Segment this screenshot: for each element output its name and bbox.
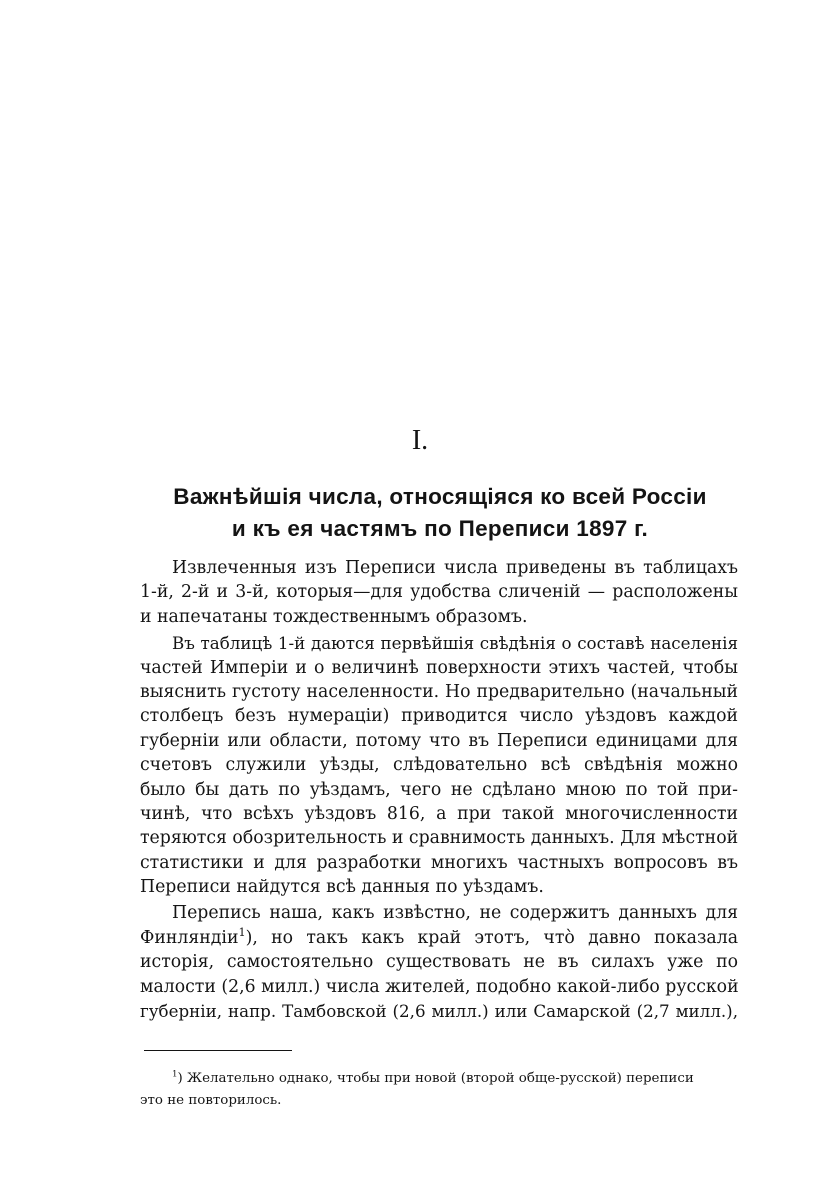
text-line: губерніи или области, потому что въ Переписи единицами для [140, 730, 738, 751]
text-fragment: ), но такъ какъ край этотъ, что̀ давно показала [245, 927, 738, 948]
body-text [140, 556, 738, 1025]
text-line: теряются обозрительность и сравнимость данныхъ. Для мѣстной [140, 828, 739, 849]
footnote-text: ) Желательно однако, чтобы при новой (второй обще-русской) переписи [177, 1071, 694, 1086]
section-title-line-1: Важнѣйшія числа, относящіяся ко всей Россіи [173, 484, 707, 509]
footnote-reference: 1 [238, 926, 246, 940]
section-title-line-2: и къ ея частямъ по Переписи 1897 г. [231, 516, 649, 541]
text-line: Извлеченныя изъ Переписи числа приведены въ таблицахъ [172, 558, 738, 578]
text-line: чинѣ, что всѣхъ уѣздовъ 816, а при такой многочисленности [140, 803, 738, 824]
text-line: столбецъ безъ нумераціи) приводится число уѣздовъ каждой [140, 706, 738, 727]
text-line: счетовъ служили уѣзды, слѣдовательно всѣ свѣдѣнія можно [140, 755, 738, 776]
text-line: Переписи найдутся всѣ данныя по уѣздамъ. [140, 877, 544, 898]
paragraph-3 [140, 901, 738, 1023]
text-line: Въ таблицѣ 1-й даются первѣйшія свѣдѣнія о составѣ населенія [172, 633, 738, 654]
footnote-marker: 1 [172, 1069, 178, 1080]
paragraph-1 [140, 556, 738, 629]
text-line-with-footnote [140, 926, 738, 950]
text-line: выяснить густоту населенности. Но предварительно (начальный [140, 681, 738, 702]
section-number: I. [411, 425, 429, 456]
text-line: частей Имперіи и о величинѣ поверхности этихъ частей, чтобы [140, 657, 738, 678]
text-line: и напечатаны тождественнымъ образомъ. [140, 606, 528, 627]
text-line: губерніи, напр. Тамбовской (2,6 милл.) или Самарской (2,7 милл.), [140, 1001, 738, 1022]
footnote [140, 1068, 738, 1112]
text-line: исторія, самостоятельно существовать не въ силахъ уже по [140, 952, 738, 973]
text-line: малости (2,6 милл.) числа жителей, подобно какой-либо русской [140, 976, 739, 997]
footnote-divider [144, 1050, 292, 1051]
text-line: было бы дать по уѣздамъ, чего не сдѣлано мною по той при- [140, 779, 738, 800]
text-line: статистики и для разработки многихъ частныхъ вопросовъ въ [140, 852, 738, 873]
footnote-line-2: это не повторилось. [140, 1093, 282, 1108]
text-line: Перепись наша, какъ извѣстно, не содержитъ данныхъ для [172, 903, 738, 924]
text-line: 1-й, 2-й и 3-й, которыя—для удобства сличеній — расположены [140, 582, 738, 603]
paragraph-2 [140, 631, 738, 899]
text-fragment: Финляндіи [140, 927, 239, 948]
section-title [100, 481, 780, 545]
footnote-line-1 [140, 1068, 738, 1090]
